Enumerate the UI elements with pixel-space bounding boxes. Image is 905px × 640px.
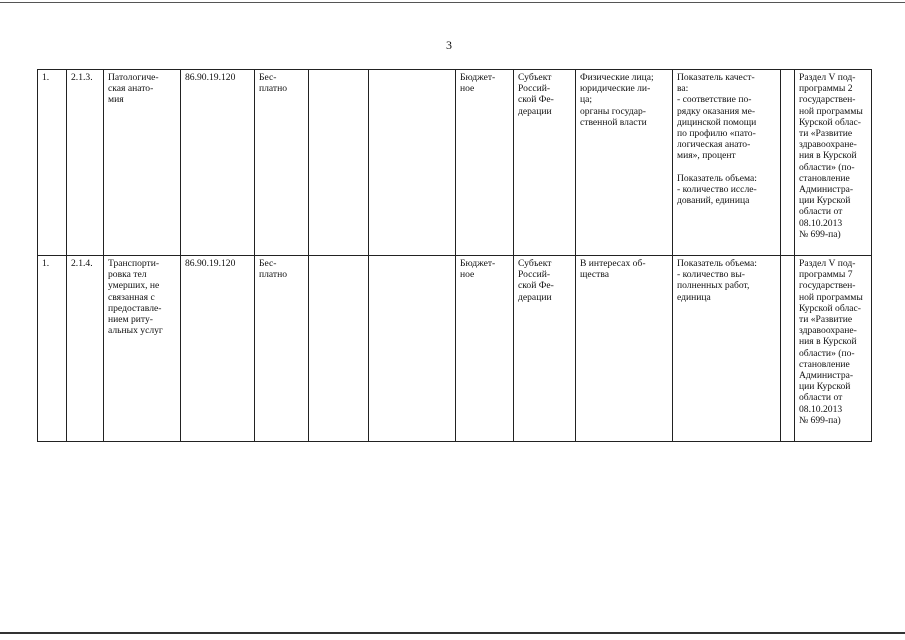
empty-cell — [781, 70, 795, 256]
table-row — [38, 70, 872, 256]
founder: Субъект Россий- ской Фе- дерации — [514, 256, 576, 442]
payment-type: Бес- платно — [255, 70, 309, 256]
table-row — [38, 256, 872, 442]
consumer-categories: В интересах об- щества — [576, 256, 673, 442]
legal-basis: Раздел V под- программы 2 государствен- ной программы Курской облас- ти «Развитие здравоохране- ния в Курской области» (по- становление Администра- ции Курской области от 08.10.2013 № 699-па) — [795, 70, 872, 256]
empty-cell — [309, 70, 369, 256]
service-code: 2.1.4. — [67, 256, 104, 442]
empty-cell — [369, 256, 456, 442]
service-name: Транспорти- ровка тел умерших, не связанная с предоставле- нием риту- альных услуг — [104, 256, 181, 442]
consumer-categories: Физические лица; юридические ли- ца; органы государ- ственной власти — [576, 70, 673, 256]
scan-edge-bottom — [0, 632, 905, 634]
empty-cell — [781, 256, 795, 442]
legal-basis: Раздел V под- программы 7 государствен- ной программы Курской облас- ти «Развитие здравоохране- ния в Курской области» (по- становление Администра- ции Курской области от 08.10.2013 № 699-па) — [795, 256, 872, 442]
indicators: Показатель качест- ва: - соответствие по- рядку оказания ме- дицинской помощи по профилю «пато- логическая анато- мия», процент Показатель объема: - количество иссле- дований, единица — [673, 70, 781, 256]
funding-type: Бюджет- ное — [456, 70, 514, 256]
row-number: 1. — [38, 256, 67, 442]
empty-cell — [369, 70, 456, 256]
service-name: Патологиче- ская анато- мия — [104, 70, 181, 256]
okved-code: 86.90.19.120 — [181, 70, 255, 256]
indicators: Показатель объема: - количество вы- полненных работ, единица — [673, 256, 781, 442]
page-number: 3 — [446, 38, 452, 52]
scan-edge-top — [0, 2, 905, 3]
services-registry-table — [37, 69, 872, 442]
funding-type: Бюджет- ное — [456, 256, 514, 442]
service-code: 2.1.3. — [67, 70, 104, 256]
founder: Субъект Россий- ской Фе- дерации — [514, 70, 576, 256]
row-number: 1. — [38, 70, 67, 256]
payment-type: Бес- платно — [255, 256, 309, 442]
okved-code: 86.90.19.120 — [181, 256, 255, 442]
empty-cell — [309, 256, 369, 442]
